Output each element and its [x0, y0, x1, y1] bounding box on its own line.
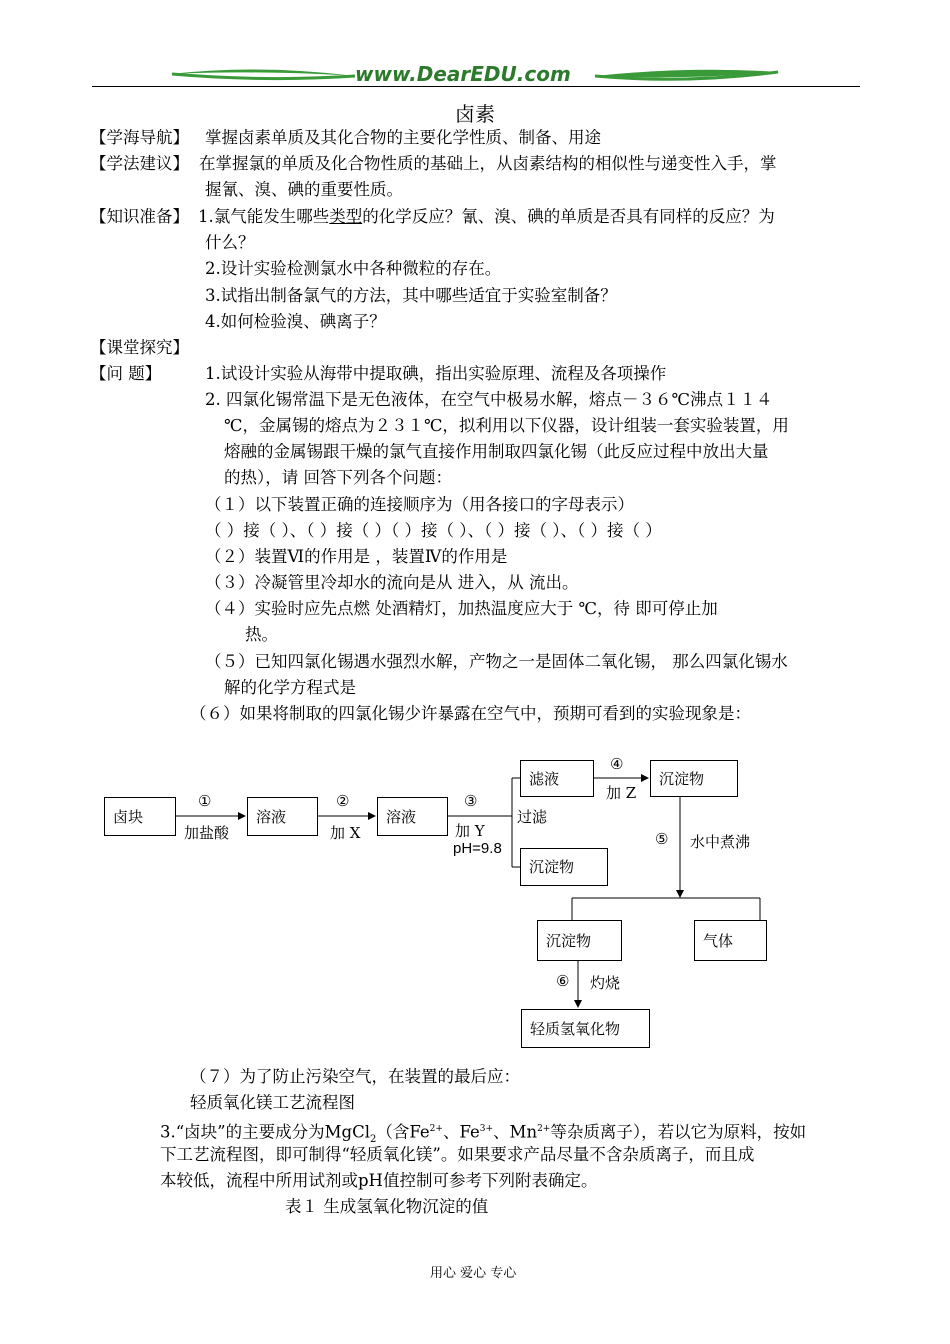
- flow-box-solution-1: 溶液: [247, 797, 318, 836]
- flow-step-3-ph: pH=9.8: [453, 840, 502, 857]
- flow-step-6: ⑥: [556, 972, 570, 990]
- problem-s5-line2: 解的化学方程式是: [224, 678, 356, 697]
- problem-p1: 1.试设计实验从海带中提取碘，指出实验原理、流程及各项操作: [205, 364, 667, 383]
- prep-q1-cont: 什么？: [205, 233, 255, 252]
- p3-sub-2: 2: [369, 1133, 377, 1145]
- problem-s4-line1: （４）实验时应先点燃 处酒精灯，加热温度应大于 ℃，待 即可停止加: [205, 599, 718, 618]
- nav-label: 【学海导航】: [90, 128, 189, 147]
- flow-step-2-label: 加 X: [330, 824, 361, 842]
- flow-step-4-label: 加 Z: [606, 784, 637, 802]
- flow-step-5-label: 水中煮沸: [690, 833, 751, 851]
- problem-s5-line1: （５）已知四氯化锡遇水强烈水解，产物之一是固体二氧化锡， 那么四氯化锡水: [205, 652, 788, 671]
- flow-filter-label: 过滤: [517, 808, 548, 826]
- prep-q3: 3.试指出制备氯气的方法，其中哪些适宜于实验室制备？: [205, 286, 617, 305]
- flow-step-4: ④: [610, 755, 624, 773]
- flow-step-1-label: 加盐酸: [184, 824, 230, 842]
- flow-box-halide: 卤块: [104, 797, 176, 836]
- advice-label: 【学法建议】: [90, 154, 189, 173]
- explore-label: 【课堂探究】: [90, 338, 189, 357]
- flow-box-solution-2: 溶液: [377, 797, 448, 836]
- prep-q1-underlined: 类型: [329, 207, 363, 226]
- problem-s4-line2: 热。: [245, 625, 278, 644]
- prep-q1-a: 1.氯气能发生哪些: [198, 207, 330, 226]
- flow-chart-title: 轻质氧化镁工艺流程图: [190, 1093, 355, 1112]
- flow-box-product: 轻质氢氧化物: [521, 1009, 650, 1048]
- problem-p3-line3: 本较低，流程中所用试剂或pH值控制可参考下列附表确定。: [160, 1171, 598, 1190]
- flow-step-1: ①: [198, 792, 212, 810]
- prep-q1-b: 的化学反应？氰、溴、碘的单质是否具有同样的反应？为: [362, 207, 775, 226]
- prep-q4: 4.如何检验溴、碘离子？: [205, 312, 386, 331]
- problem-label: 【问 题】: [90, 364, 162, 383]
- problem-p3-line2: 下工艺流程图，即可制得“轻质氧化镁”。如果要求产品尽量不含杂质离子，而且成: [160, 1145, 755, 1164]
- problem-s6: （６）如果将制取的四氯化锡少许暴露在空气中，预期可看到的实验现象是：: [190, 704, 751, 723]
- flow-step-2: ②: [336, 792, 350, 810]
- problem-s1-blanks: （ ）接（ ）、（ ）接（ ）（ ）接（ ）、（ ）接（ ）、（ ）接（ ）: [205, 521, 662, 540]
- problem-p2-line1: 2. 四氯化锡常温下是无色液体，在空气中极易水解，熔点－３６℃沸点１１４: [205, 390, 773, 409]
- flow-step-3: ③: [464, 792, 478, 810]
- page-footer: 用心 爱心 专心: [430, 1266, 517, 1281]
- flow-box-precipitate-mid: 沉淀物: [520, 848, 608, 886]
- problem-s3: （３）冷凝管里冷却水的流向是从 进入，从 流出。: [205, 573, 579, 592]
- flow-box-precipitate-top: 沉淀物: [650, 760, 738, 797]
- p3-text-c: （含Fe: [376, 1122, 430, 1142]
- flow-step-6-label: 灼烧: [590, 974, 621, 992]
- problem-p2-line4: 的热），请 回答下列各个问题：: [224, 468, 452, 487]
- p3-text-e: 、Fe: [442, 1122, 480, 1142]
- p3-sup-mn2: 2+: [537, 1124, 551, 1134]
- advice-line1: 在掌握氯的单质及化合物性质的基础上，从卤素结构的相似性与递变性入手，掌: [199, 154, 777, 173]
- p3-text-g: 、Mn: [493, 1122, 538, 1142]
- problem-s2: （２）装置Ⅵ的作用是 ，装置Ⅳ的作用是: [205, 547, 508, 566]
- problem-p2-line3: 熔融的金属锡跟干燥的氯气直接作用制取四氯化锡（此反应过程中放出大量: [224, 442, 769, 461]
- prep-label: 【知识准备】: [90, 207, 189, 226]
- prep-q2: 2.设计实验检测氯水中各种微粒的存在。: [205, 259, 502, 278]
- flow-box-filtrate: 滤液: [520, 760, 594, 797]
- p3-sup-fe2: 2+: [429, 1124, 443, 1134]
- flow-box-precipitate-low: 沉淀物: [537, 920, 622, 961]
- flow-step-3-label: 加 Y: [455, 822, 485, 840]
- problem-s1: （１）以下装置正确的连接顺序为（用各接口的字母表示）: [205, 495, 634, 514]
- table-caption: 表１ 生成氢氧化物沉淀的值: [285, 1197, 489, 1216]
- p3-text-i: 等杂质离子），若以它为原料，按如: [550, 1122, 807, 1142]
- flow-step-5: ⑤: [655, 830, 669, 848]
- header-logo-text: www.DearEDU.com: [355, 62, 571, 86]
- nav-text: 掌握卤素单质及其化合物的主要化学性质、制备、用途: [205, 128, 601, 147]
- page-title: 卤素: [455, 102, 495, 126]
- problem-p2-line2: ℃，金属锡的熔点为２３１℃，拟利用以下仪器，设计组装一套实验装置，用: [224, 416, 789, 435]
- flow-box-gas: 气体: [694, 920, 767, 961]
- problem-s7: （７）为了防止污染空气，在装置的最后应：: [190, 1067, 520, 1086]
- p3-text-a: 3.“卤块”的主要成分为MgCl: [160, 1122, 370, 1142]
- p3-sup-fe3: 3+: [479, 1124, 494, 1134]
- advice-line2: 握氰、溴、碘的重要性质。: [205, 180, 403, 199]
